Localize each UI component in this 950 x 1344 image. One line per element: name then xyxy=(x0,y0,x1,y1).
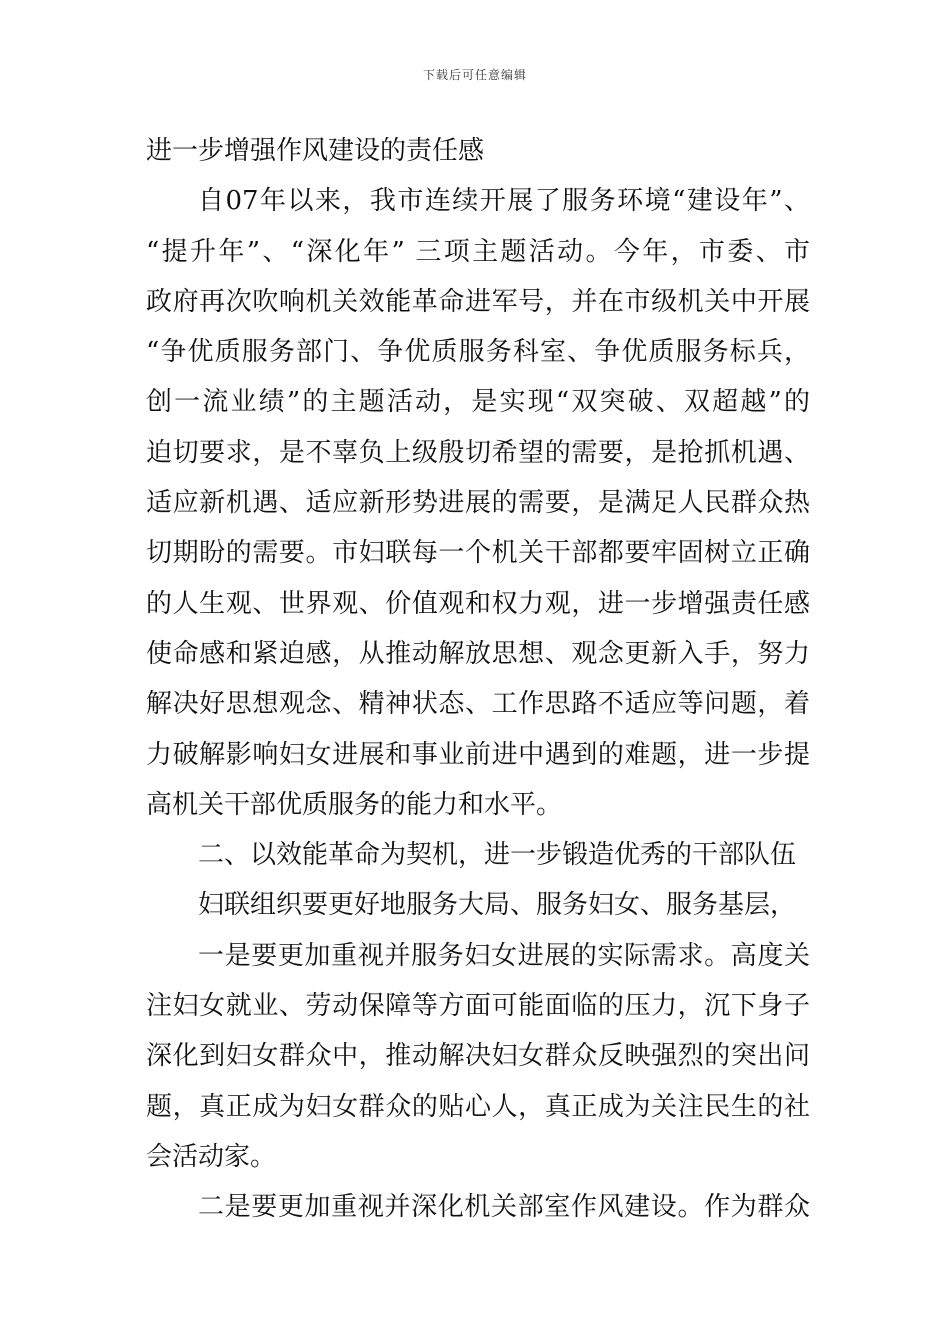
paragraph-line: 切期盼的需要。市妇联每一个机关干部都要牢固树立正确 xyxy=(146,538,810,569)
paragraph-line: 创一流业绩”的主题活动，是实现“双突破、双超越”的 xyxy=(146,387,810,418)
paragraph-line: 迫切要求，是不辜负上级殷切希望的需要，是抢抓机遇、 xyxy=(146,437,810,468)
paragraph-line: 一是要更加重视并服务妇女进展的实际需求。高度关 xyxy=(198,940,810,971)
paragraph-line: 会活动家。 xyxy=(146,1141,277,1172)
paragraph-line: “争优质服务部门、争优质服务科室、争优质服务标兵， xyxy=(146,337,810,368)
paragraph-line: 力破解影响妇女进展和事业前进中遇到的难题，进一步提 xyxy=(146,739,810,770)
paragraph-line: 深化到妇女群众中，推动解决妇女群众反映强烈的突出问 xyxy=(146,1041,810,1072)
paragraph-line: 适应新机遇、适应新形势进展的需要，是满足人民群众热 xyxy=(146,488,810,519)
paragraph-line: 政府再次吹响机关效能革命进军号，并在市级机关中开展 xyxy=(146,286,810,317)
section-heading: 二、以效能革命为契机，进一步锻造优秀的干部队伍 xyxy=(198,840,797,871)
paragraph-line: 妇联组织要更好地服务大局、服务妇女、服务基层， xyxy=(198,890,797,921)
paragraph-line: 自07年以来，我市连续开展了服务环境“建设年”、 xyxy=(198,186,810,217)
document-body xyxy=(146,126,810,1233)
paragraph-line: 二是要更加重视并深化机关部室作风建设。作为群众 xyxy=(198,1192,810,1223)
paragraph-line: 注妇女就业、劳动保障等方面可能面临的压力，沉下身子 xyxy=(146,991,810,1022)
paragraph-line: 进一步增强作风建设的责任感 xyxy=(146,136,485,166)
paragraph-line: 题，真正成为妇女群众的贴心人，真正成为关注民生的社 xyxy=(146,1091,810,1122)
paragraph-line: “提升年”、“深化年” 三项主题活动。今年，市委、市 xyxy=(146,236,810,267)
paragraph-line: 的人生观、世界观、价值观和权力观，进一步增强责任感 xyxy=(146,588,810,619)
paragraph-line: 解决好思想观念、精神状态、工作思路不适应等问题，着 xyxy=(146,689,810,720)
paragraph-line: 使命感和紧迫感，从推动解放思想、观念更新入手，努力 xyxy=(146,638,810,669)
paragraph-line: 高机关干部优质服务的能力和水平。 xyxy=(146,789,563,820)
page-header-note: 下载后可任意编辑 xyxy=(422,68,527,82)
